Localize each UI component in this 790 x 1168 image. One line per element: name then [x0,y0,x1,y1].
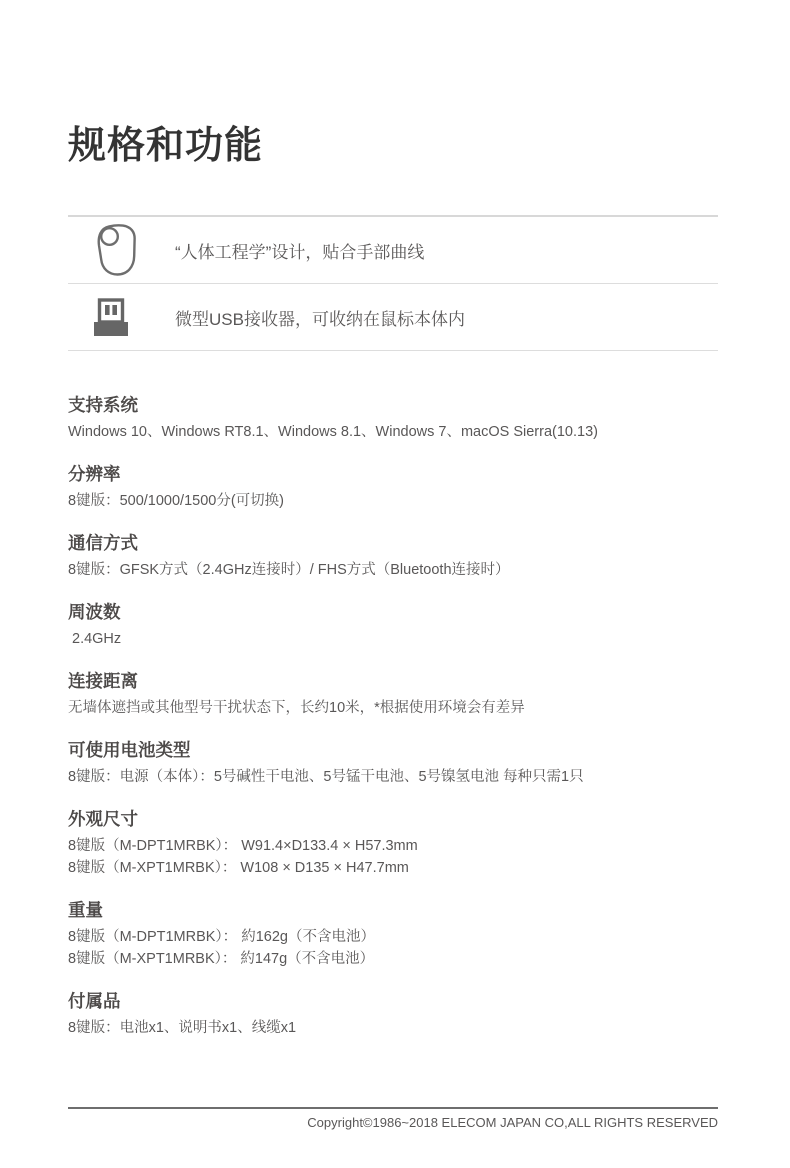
spec-heading: 通信方式 [68,533,138,553]
spec-value: 2.4GHz [72,631,122,647]
spec-resolution [68,462,718,512]
spec-value: Windows 10、Windows RT8.1、Windows 8.1、Windows 7、macOS Sierra(10.13) [68,424,598,440]
feature-list [68,215,718,351]
spec-heading: 连接距离 [68,671,138,691]
spec-accessories [68,989,718,1039]
trackball-mouse-icon [68,224,175,276]
spec-heading: 周波数 [68,602,121,622]
spec-connection-distance [68,669,718,719]
feature-row-usb-receiver [68,284,718,351]
spec-value: 8键版（M-XPT1MRBK）： W108 × D135 × H47.7mm [68,860,409,876]
spec-heading: 可使用电池类型 [68,740,191,760]
copyright-text: Copyright©1986~2018 ELECOM JAPAN CO,ALL RIGHTS RESERVED [307,1115,718,1130]
spec-value: 8键版：电池x1、说明书x1、线缆x1 [68,1020,297,1036]
spec-value: 8键版（M-DPT1MRBK）： W91.4×D133.4 × H57.3mm [68,838,418,854]
spec-list [68,393,718,1039]
feature-row-ergonomic [68,217,718,284]
page-title: 规格和功能 [68,125,264,167]
spec-weight [68,898,718,970]
spec-value: 8键版（M-XPT1MRBK）： 約147g（不含电池） [68,951,375,967]
spec-frequency [68,600,718,650]
spec-value: 无墙体遮挡或其他型号干扰状态下，长约10米，*根据使用环境会有差异 [68,700,525,716]
footer [68,1107,718,1130]
spec-value: 8键版：GFSK方式（2.4GHz连接时）/ FHS方式（Bluetooth连接时） [68,562,510,578]
spec-heading: 重量 [68,900,103,920]
spec-communication [68,531,718,581]
spec-value: 8键版（M-DPT1MRBK）： 約162g（不含电池） [68,929,375,945]
feature-text: “人体工程学”设计，贴合手部曲线 [175,242,425,262]
spec-value: 8键版：电源（本体）：5号碱性干电池、5号锰干电池、5号镍氢电池 每种只需1只 [68,769,584,785]
spec-value: 8键版：500/1000/1500分(可切换) [68,493,284,509]
spec-heading: 支持系统 [68,395,138,415]
spec-heading: 外观尺寸 [68,809,138,829]
spec-dimensions [68,807,718,879]
feature-text: 微型USB接收器，可收纳在鼠标本体内 [175,309,465,329]
spec-heading: 付属品 [68,991,121,1011]
spec-heading: 分辨率 [68,464,121,484]
usb-receiver-icon [68,298,175,336]
spec-supported-systems [68,393,718,443]
spec-battery-types [68,738,718,788]
